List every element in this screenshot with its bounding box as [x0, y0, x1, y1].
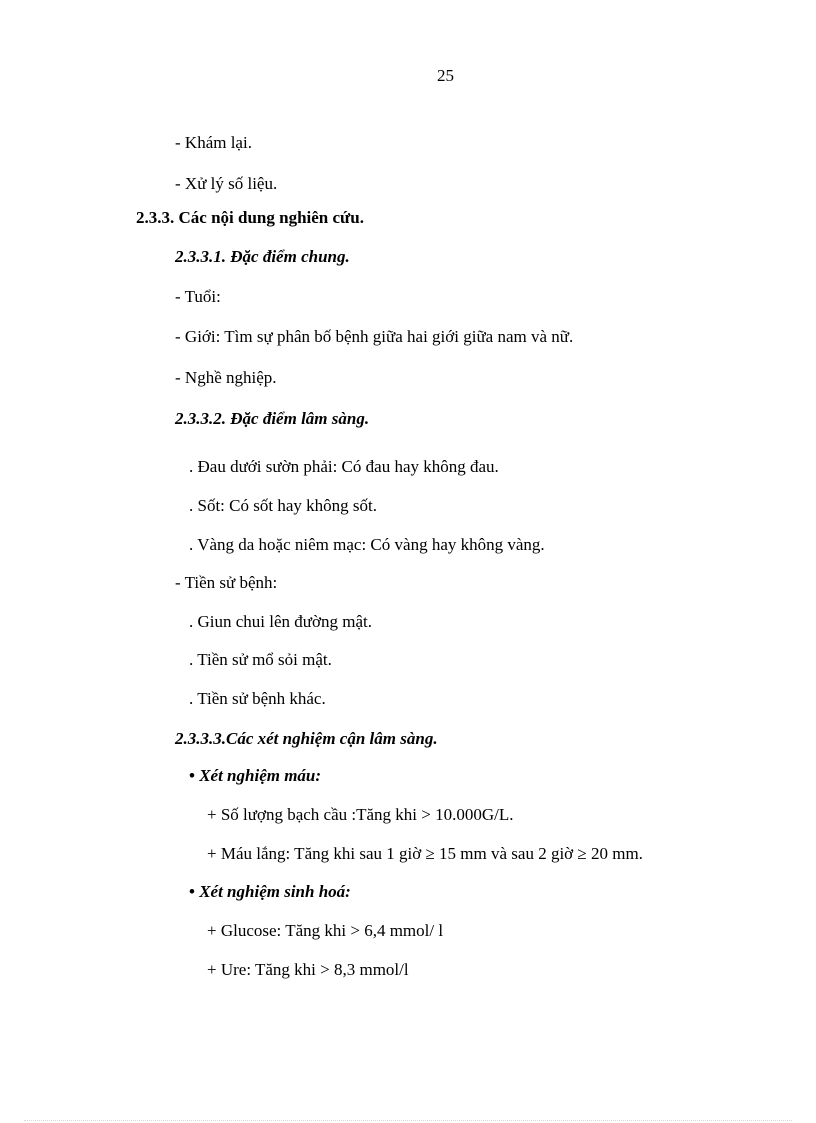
- list-item: - Giới: Tìm sự phân bố bệnh giữa hai giới giữa nam và nữ.: [175, 327, 574, 346]
- subsection-heading: 2.3.3.1. Đặc điểm chung.: [175, 247, 350, 266]
- list-item: . Vàng da hoặc niêm mạc: Có vàng hay không vàng.: [189, 535, 545, 554]
- list-item: - Tiền sử bệnh:: [175, 573, 278, 592]
- list-item: + Máu lắng: Tăng khi sau 1 giờ ≥ 15 mm và sau 2 giờ ≥ 20 mm.: [207, 844, 643, 863]
- list-item: + Glucose: Tăng khi > 6,4 mmol/ l: [207, 921, 444, 940]
- subsection-heading: 2.3.3.2. Đặc điểm lâm sàng.: [175, 409, 370, 428]
- bullet-heading-label: Xét nghiệm sinh hoá:: [199, 882, 351, 901]
- page-bottom-divider: [24, 1120, 792, 1121]
- page-number: 25: [437, 66, 454, 85]
- list-item: - Xử lý số liệu.: [175, 174, 278, 193]
- subsection-heading: 2.3.3.3.Các xét nghiệm cận lâm sàng.: [175, 729, 438, 748]
- list-item: - Tuổi:: [175, 287, 221, 306]
- list-item: . Giun chui lên đường mật.: [189, 612, 372, 631]
- list-item: + Số lượng bạch cầu :Tăng khi > 10.000G/L.: [207, 805, 514, 824]
- bullet-heading-blood-test: [189, 766, 321, 786]
- bullet-heading-label: Xét nghiệm máu:: [199, 766, 322, 785]
- list-item: - Nghề nghiệp.: [175, 368, 277, 387]
- list-item: . Tiền sử mổ sỏi mật.: [189, 650, 332, 669]
- list-item: . Đau dưới sườn phải: Có đau hay không đau.: [189, 457, 499, 476]
- bullet-heading-biochemistry: [189, 882, 351, 902]
- list-item: + Ure: Tăng khi > 8,3 mmol/l: [207, 960, 409, 979]
- section-heading: 2.3.3. Các nội dung nghiên cứu.: [136, 208, 364, 227]
- bullet-icon: •: [189, 766, 195, 785]
- bullet-icon: •: [189, 882, 195, 901]
- list-item: - Khám lại.: [175, 133, 252, 152]
- list-item: . Sốt: Có sốt hay không sốt.: [189, 496, 377, 515]
- list-item: . Tiền sử bệnh khác.: [189, 689, 326, 708]
